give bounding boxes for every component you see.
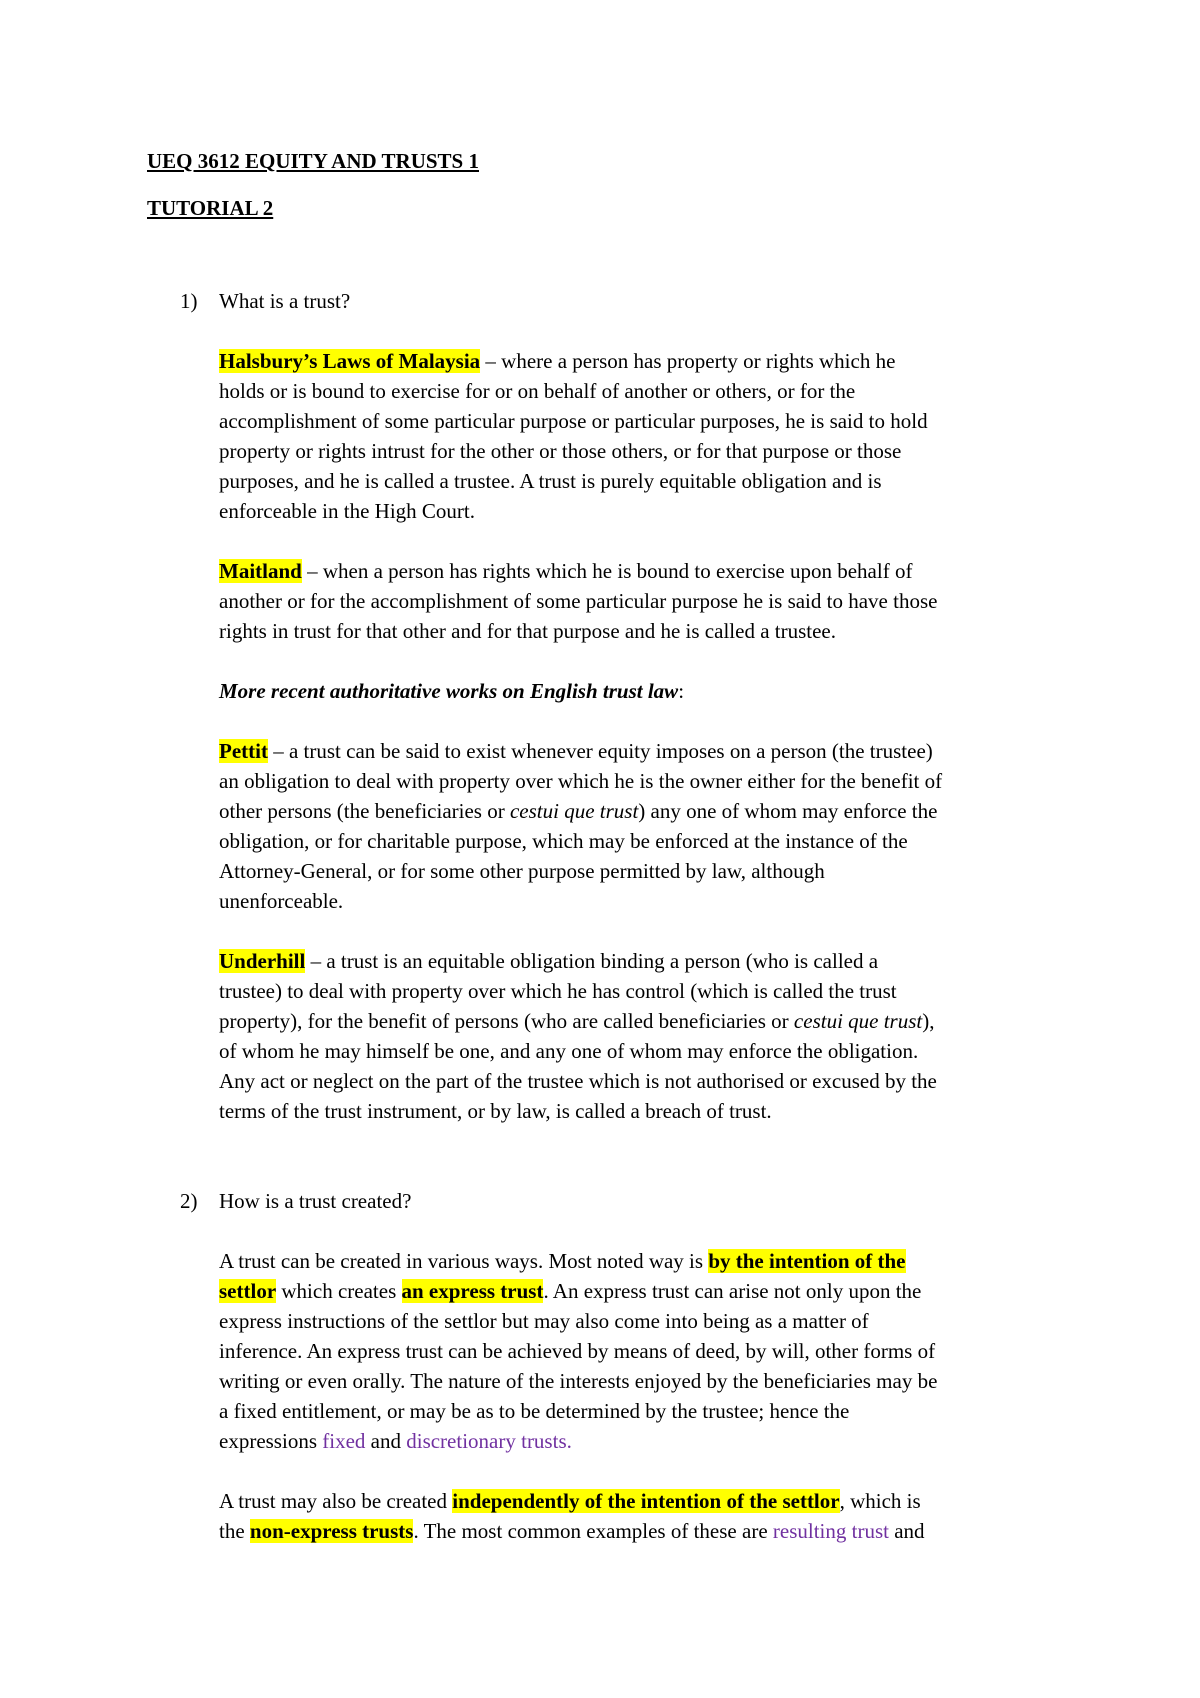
express-line-4: inference. An express trust can be achieved by means of deed, by will, other forms of	[219, 1339, 936, 1363]
underhill-line-6: terms of the trust instrument, or by law, is called a breach of trust.	[219, 1099, 772, 1123]
express-line-5: writing or even orally. The nature of the interests enjoyed by the beneficiaries may be	[219, 1369, 938, 1393]
express-highlight-settlor: settlor	[219, 1279, 277, 1303]
halsbury-line-1	[219, 346, 895, 376]
underhill-text-1: – a trust is an equitable obligation binding a person (who is called a	[305, 949, 879, 973]
pettit-line-6: unenforceable.	[219, 889, 344, 913]
pettit-text-3a: other persons (the beneficiaries or	[219, 799, 510, 823]
question-1-text: What is a trust?	[219, 289, 351, 313]
halsbury-line-2: holds or is bound to exercise for or on behalf of another or others, or for the	[219, 379, 856, 403]
halsbury-line-3: accomplishment of some particular purpose or particular purposes, he is said to hold	[219, 409, 928, 433]
halsbury-line-6: enforceable in the High Court.	[219, 499, 475, 523]
pettit-text-3b: ) any one of whom may enforce the	[638, 799, 938, 823]
nonexpress-line-2	[219, 1516, 925, 1546]
discretionary-trusts-term: discretionary trusts.	[406, 1429, 572, 1453]
halsbury-text-1: – where a person has property or rights which he	[480, 349, 896, 373]
pettit-line-2: an obligation to deal with property over which he is the owner either for the benefit of	[219, 769, 943, 793]
underhill-line-1	[219, 946, 878, 976]
maitland-text-1: – when a person has rights which he is bound to exercise upon behalf of	[301, 559, 913, 583]
express-text-2b: . An express trust can arise not only upon the	[543, 1279, 922, 1303]
nonexpress-text-2c: and	[888, 1519, 925, 1543]
underhill-line-2: trustee) to deal with property over which he has control (which is called the trust	[219, 979, 897, 1003]
express-highlight-intention: by the intention of the	[708, 1249, 906, 1273]
maitland-line-1	[219, 556, 912, 586]
nonexpress-text-2a: the	[219, 1519, 250, 1543]
underhill-text-3a: property), for the benefit of persons (who are called beneficiaries or	[219, 1009, 794, 1033]
maitland-name: Maitland	[219, 559, 302, 583]
underhill-line-4: of whom he may himself be one, and any one of whom may enforce the obligation.	[219, 1039, 919, 1063]
express-text-2a: which creates	[276, 1279, 402, 1303]
express-line-3: express instructions of the settlor but may also come into being as a matter of	[219, 1309, 869, 1333]
pettit-line-5: Attorney-General, or for some other purpose permitted by law, although	[219, 859, 825, 883]
pettit-line-1	[219, 736, 933, 766]
express-line-7	[219, 1426, 572, 1456]
tutorial-heading: TUTORIAL 2	[147, 196, 274, 220]
maitland-line-3: rights in trust for that other and for that purpose and he is called a trustee.	[219, 619, 836, 643]
halsbury-line-4: property or rights intrust for the other or those others, or for that purpose or those	[219, 439, 902, 463]
recent-works-text: More recent authoritative works on English trust law	[219, 679, 679, 703]
express-highlight-express-trust: an express trust	[401, 1279, 544, 1303]
pettit-name: Pettit	[219, 739, 268, 763]
nonexpress-highlight-term: non-express trusts	[249, 1519, 414, 1543]
express-text-7a: expressions	[219, 1429, 323, 1453]
pettit-cestui: cestui que trust	[509, 799, 639, 823]
recent-works-colon: :	[678, 679, 685, 703]
express-text-7b: and	[365, 1429, 407, 1453]
recent-works-heading	[219, 676, 684, 706]
question-1-number: 1)	[180, 289, 198, 313]
pettit-line-3	[219, 796, 937, 826]
nonexpress-highlight-independently: independently of the intention of the settlor	[452, 1489, 840, 1513]
nonexpress-text-1b: , which is	[839, 1489, 921, 1513]
resulting-trust-term: resulting trust	[772, 1519, 889, 1543]
course-title: UEQ 3612 EQUITY AND TRUSTS 1	[147, 149, 479, 173]
underhill-line-5: Any act or neglect on the part of the trustee which is not authorised or excused by the	[219, 1069, 937, 1093]
express-text-1a: A trust can be created in various ways. Most noted way is	[219, 1249, 709, 1273]
question-2-number: 2)	[180, 1189, 198, 1213]
underhill-line-3	[219, 1006, 935, 1036]
maitland-line-2: another or for the accomplishment of some particular purpose he is said to have those	[219, 589, 938, 613]
nonexpress-text-2b: . The most common examples of these are	[413, 1519, 773, 1543]
underhill-cestui: cestui que trust	[793, 1009, 923, 1033]
question-2-text: How is a trust created?	[219, 1189, 412, 1213]
express-line-6: a fixed entitlement, or may be as to be determined by the trustee; hence the	[219, 1399, 850, 1423]
nonexpress-line-1	[219, 1486, 921, 1516]
pettit-line-4: obligation, or for charitable purpose, which may be enforced at the instance of the	[219, 829, 908, 853]
underhill-text-3b: ),	[922, 1009, 935, 1033]
underhill-name: Underhill	[219, 949, 306, 973]
express-line-2	[219, 1276, 921, 1306]
halsbury-line-5: purposes, and he is called a trustee. A trust is purely equitable obligation and is	[219, 469, 882, 493]
express-line-1	[219, 1246, 906, 1276]
nonexpress-text-1a: A trust may also be created	[219, 1489, 453, 1513]
fixed-trusts-term: fixed	[322, 1429, 366, 1453]
halsbury-name: Halsbury’s Laws of Malaysia	[219, 349, 481, 373]
pettit-text-1: – a trust can be said to exist whenever equity imposes on a person (the trustee)	[267, 739, 933, 763]
